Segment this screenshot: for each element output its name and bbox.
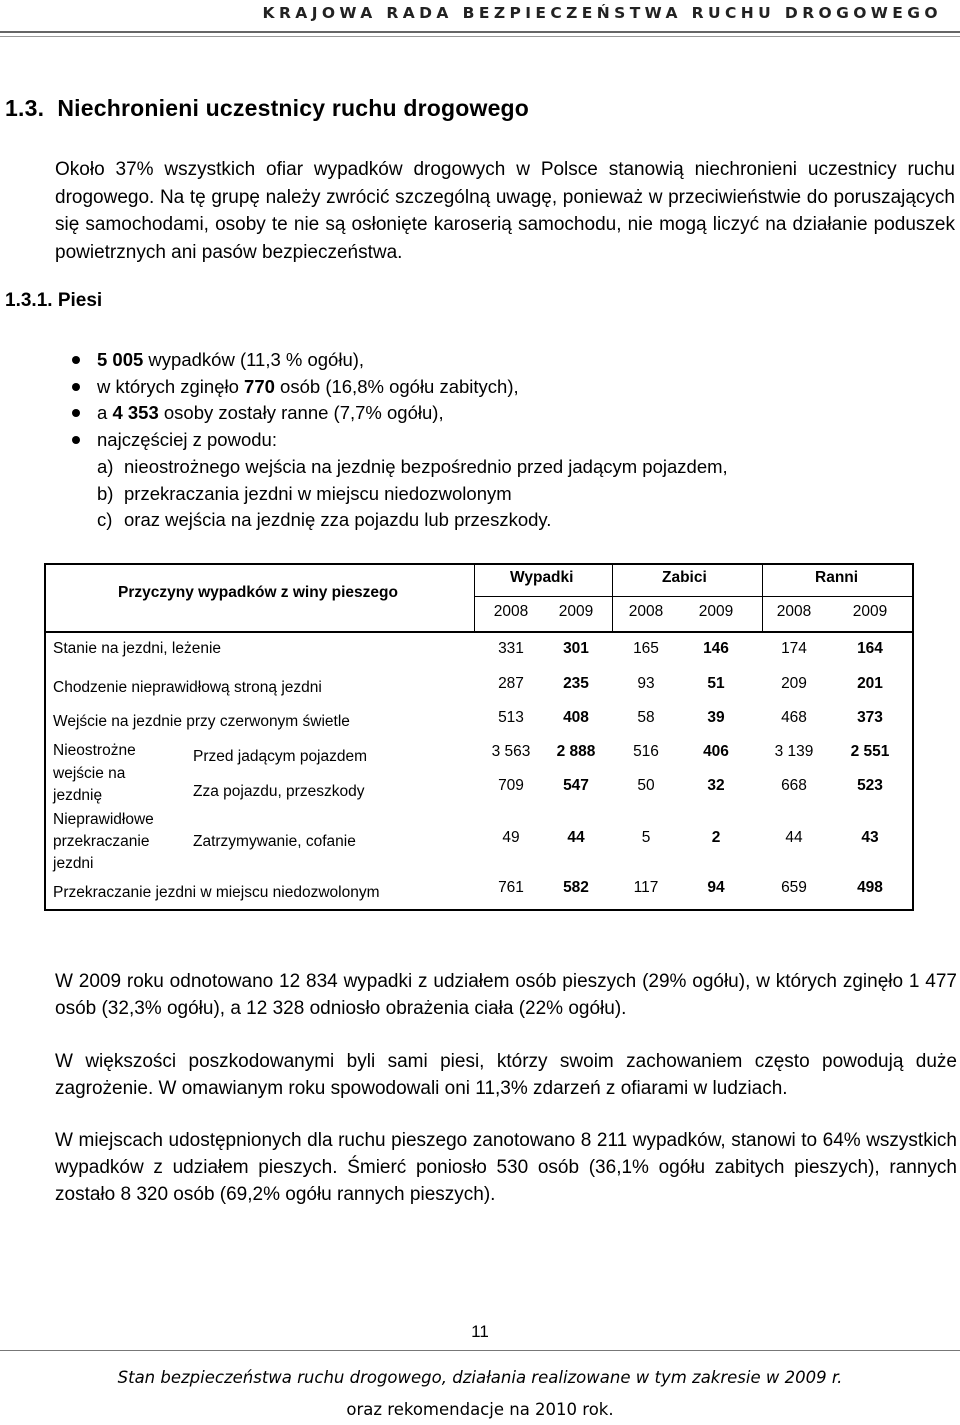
table-cell: 513 — [498, 709, 524, 726]
table-cell: 201 — [857, 675, 883, 692]
table-cell: 49 — [502, 829, 520, 846]
table-cell: 331 — [498, 640, 524, 657]
row-label: Stanie na jezdni, leżenie — [53, 640, 222, 657]
row-label: Przekraczanie jezdni w miejscu niedozwolonym — [53, 884, 380, 901]
row-group-label: wejście na — [53, 765, 126, 782]
bullet-text: wypadków (11,3 % ogółu), — [143, 349, 365, 370]
table-cell: 44 — [567, 829, 585, 846]
bullet-text: osób (16,8% ogółu zabitych), — [274, 375, 519, 397]
header-divider — [0, 31, 960, 33]
table-group-header: Wypadki — [510, 569, 574, 586]
subsection-number: 1.3.1. — [5, 290, 53, 311]
table-divider — [762, 563, 763, 633]
table-cell: 44 — [785, 829, 803, 846]
subsection-title-text: Piesi — [57, 290, 103, 311]
row-group-label: jezdni — [53, 855, 94, 872]
cause-text: oraz wejścia na jezdnię zza pojazdu lub przeszkody. — [124, 509, 552, 530]
bullet-text: osoby zostały ranne (7,7% ogółu), — [158, 402, 444, 423]
intro-paragraph: Około 37% wszystkich ofiar wypadków drogowych w Polsce stanowią niechronieni uczestnicy ruchu drogowego. Na tę grupę należy zwrócić szczególną uwagę, ponieważ w przeciwieństwie do poruszających się samochodami, osoby te nie są osłonięte karoserią samochodu, nie mogą liczyć na działanie poduszek powietrznych ani pasów bezpieczeństwa. — [55, 159, 955, 263]
table-cell: 408 — [563, 709, 589, 726]
table-cell: 659 — [781, 879, 807, 896]
row-label: Wejście na jezdnie przy czerwonym świetle — [53, 713, 350, 730]
table-divider — [612, 563, 613, 633]
table-cell: 582 — [563, 879, 589, 896]
table-cell: 547 — [563, 777, 589, 794]
table-cell: 373 — [857, 709, 883, 726]
row-label: Zatrzymywanie, cofanie — [193, 833, 356, 850]
table-cell: 174 — [781, 640, 807, 657]
bullet-list — [65, 347, 519, 453]
section-title — [5, 95, 529, 122]
table-cell: 668 — [781, 777, 807, 794]
table-cell: 43 — [861, 829, 879, 846]
cause-item — [97, 454, 728, 481]
table-divider — [474, 563, 475, 633]
table-cell: 406 — [703, 743, 729, 760]
row-group-label: Nieprawidłowe — [53, 811, 154, 828]
body-paragraph: W miejscach udostępnionych dla ruchu pieszego zanotowano 8 211 wypadków, stanowi to 64% wszystkich wypadków z udziałem pieszych. Śmierć poniosło 530 osób (36,1% ogółu zabitych pieszych), rannych zostało 8 320 osób (69,2% ogółu rannych pieszych). — [55, 1130, 957, 1205]
year-header: 2008 — [628, 603, 664, 620]
cause-text: nieostrożnego wejścia na jezdnię bezpośrednio przed jadącym pojazdem, — [124, 456, 728, 477]
table-divider — [44, 631, 914, 633]
bullet-value: 5 005 — [97, 349, 144, 370]
bullet-item — [65, 374, 519, 401]
table-cell: 516 — [633, 743, 659, 760]
cause-letter: b) — [97, 482, 114, 504]
table-cell: 32 — [707, 777, 725, 794]
table-cell: 2 888 — [556, 743, 596, 760]
table-cell: 468 — [781, 709, 807, 726]
table-cell: 50 — [637, 777, 655, 794]
bullet-text: w których zginęło — [97, 375, 245, 397]
header-title: KRAJOWA RADA BEZPIECZEŃSTWA RUCHU DROGOWEGO — [262, 4, 942, 22]
bullet-item — [65, 347, 519, 374]
cause-letter: c) — [97, 509, 113, 530]
year-header: 2009 — [558, 603, 594, 620]
table-cell: 164 — [857, 640, 883, 657]
row-label: Zza pojazdu, przeszkody — [193, 783, 365, 800]
table-cell: 93 — [637, 675, 655, 692]
footer-title: Stan bezpieczeństwa ruchu drogowego, działania realizowane w tym zakresie w 2009 r. — [117, 1368, 843, 1387]
table-cell: 39 — [707, 709, 725, 726]
year-header: 2009 — [698, 603, 734, 620]
table-cell: 94 — [707, 879, 725, 896]
table-cell: 58 — [637, 709, 655, 726]
table-cell: 209 — [781, 675, 807, 692]
page-number: 11 — [471, 1322, 489, 1341]
bullet-text: a — [97, 402, 113, 423]
year-header: 2009 — [852, 603, 888, 620]
section-title-text: Niechronieni uczestnicy ruchu drogowego — [57, 95, 530, 121]
row-group-label: Nieostrożne — [53, 742, 136, 759]
table-header: Przyczyny wypadków z winy pieszego — [118, 584, 398, 601]
bullet-value: 770 — [244, 375, 275, 397]
table-cell: 117 — [633, 879, 659, 896]
table-group-header: Ranni — [815, 569, 859, 586]
table-cell: 2 — [711, 829, 721, 846]
table-group-header: Zabici — [662, 569, 707, 586]
table-cell: 5 — [641, 829, 651, 846]
bullet-item — [65, 400, 519, 427]
footer-subtitle: oraz rekomendacje na 2010 rok. — [346, 1400, 614, 1419]
subsection-title — [5, 290, 102, 312]
table-cell: 523 — [857, 777, 883, 794]
bullet-text: najczęściej z powodu: — [97, 428, 277, 450]
table-cell: 51 — [707, 675, 725, 692]
body-paragraph: W 2009 roku odnotowano 12 834 wypadki z udziałem osób pieszych (29% ogółu), w których zginęło 1 477 osób (32,3% ogółu), a 12 328 odniosło obrażenia ciała (22% ogółu). — [55, 971, 957, 1019]
body-paragraph: W większości poszkodowanymi byli sami piesi, którzy swoim zachowaniem często powodują duże zagrożenie. W omawianym roku spowodowali oni 11,3% zdarzeń z ofiarami w ludziach. — [55, 1051, 957, 1099]
year-header: 2008 — [776, 603, 812, 620]
table-cell: 301 — [563, 640, 589, 657]
table-cell: 3 139 — [774, 743, 814, 760]
table-cell: 165 — [633, 640, 659, 657]
table-cell: 761 — [498, 879, 524, 896]
year-header: 2008 — [493, 603, 529, 620]
row-group-label: jezdnię — [53, 787, 103, 804]
table-cell: 2 551 — [850, 743, 890, 760]
bullet-value: 4 353 — [112, 402, 159, 423]
row-group-label: przekraczanie — [53, 833, 150, 850]
header-divider-thin — [0, 36, 960, 37]
row-label: Chodzenie nieprawidłową stroną jezdni — [53, 679, 322, 696]
table-divider — [474, 596, 914, 597]
table-cell: 709 — [498, 777, 524, 794]
footer-divider — [0, 1350, 960, 1351]
cause-item — [97, 481, 728, 508]
table-cell: 146 — [703, 640, 729, 657]
cause-letter: a) — [97, 456, 114, 477]
bullet-item — [65, 427, 519, 454]
table-cell: 3 563 — [491, 743, 531, 760]
section-number: 1.3. — [5, 95, 45, 121]
row-label: Przed jadącym pojazdem — [193, 748, 368, 765]
table-cell: 287 — [498, 675, 524, 692]
table-cell: 235 — [563, 675, 589, 692]
cause-item — [97, 507, 728, 534]
cause-text: przekraczania jezdni w miejscu niedozwolonym — [124, 482, 512, 504]
table-cell: 498 — [857, 879, 883, 896]
cause-list — [97, 454, 728, 534]
